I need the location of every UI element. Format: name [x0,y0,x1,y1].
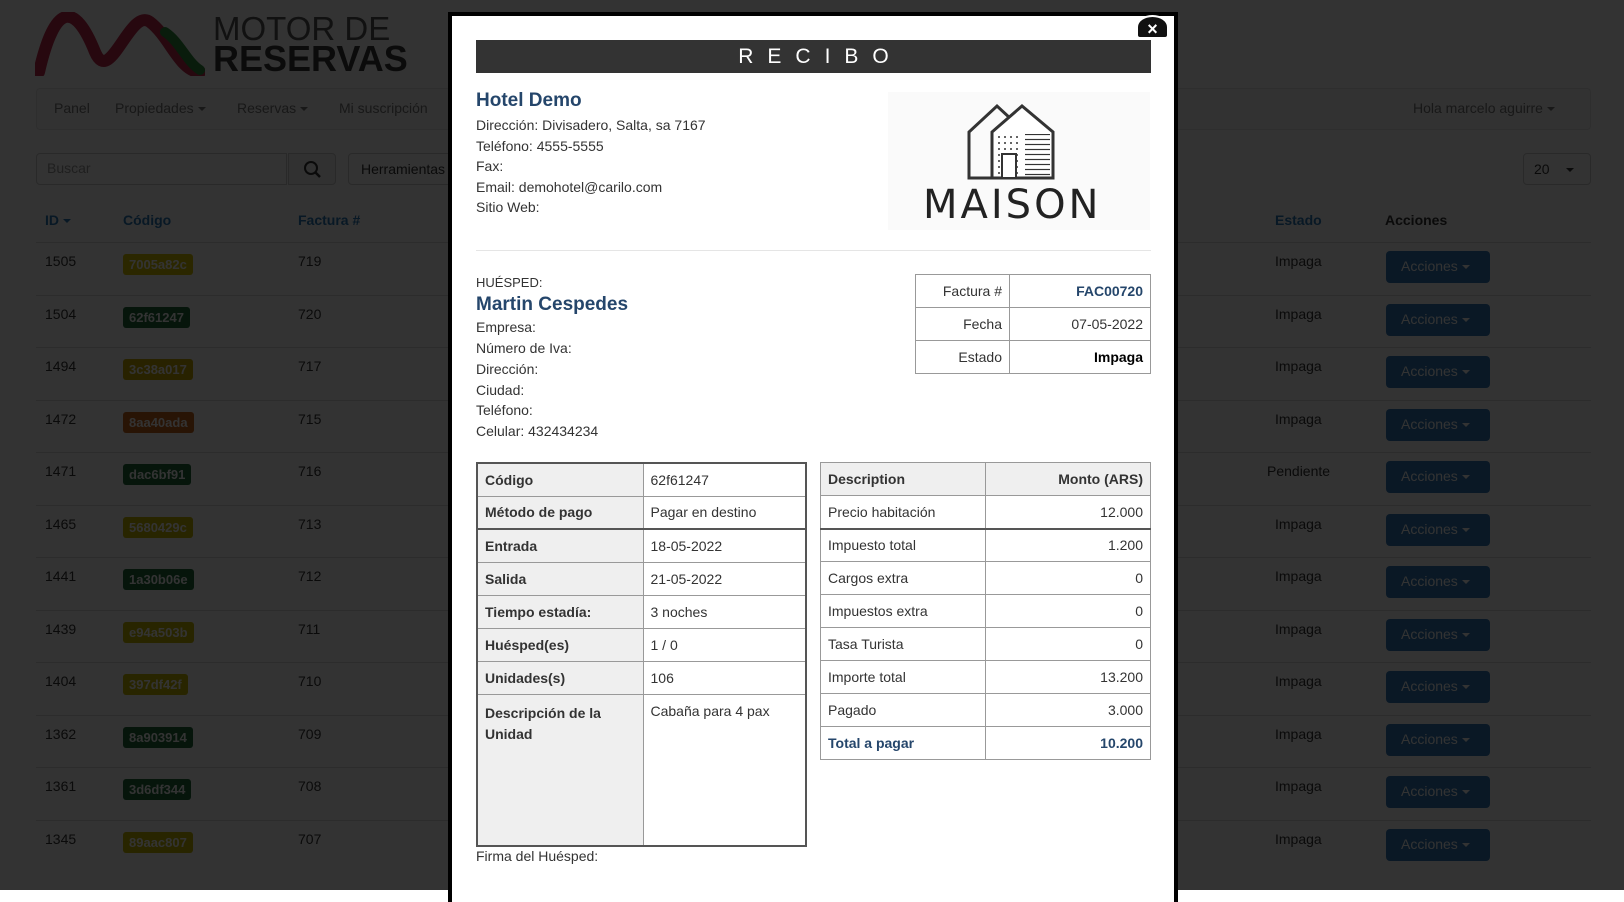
detail-value: 106 [643,661,806,694]
detail-value: 62f61247 [643,463,806,496]
amount-label: Cargos extra [821,562,986,595]
detail-value: Pagar en destino [643,496,806,529]
reservation-details-table [476,462,807,847]
hotel-name: Hotel Demo [476,90,582,111]
hotel-website: Sitio Web: [476,199,540,215]
amount-row [821,496,1151,529]
detail-label: Método de pago [477,496,643,529]
total-row [821,727,1151,760]
hotel-phone: Teléfono: 4555-5555 [476,138,604,154]
total-label: Total a pagar [821,727,986,760]
guest-signature-label: Firma del Huésped: [476,848,599,864]
detail-row [477,463,806,496]
detail-label: Huésped(es) [477,628,643,661]
header-divider [476,250,1151,251]
guest-vat: Número de Iva: [476,340,572,356]
hotel-fax: Fax: [476,158,504,174]
detail-value: 18-05-2022 [643,529,806,562]
guest-mobile: Celular: 432434234 [476,423,599,439]
detail-label: Salida [477,562,643,595]
guest-name: Martin Cespedes [476,294,629,315]
detail-row [477,661,806,694]
amount-value: 0 [986,628,1151,661]
guest-phone: Teléfono: [476,402,533,418]
invoice-row [916,275,1151,308]
amount-row [821,628,1151,661]
detail-value: 1 / 0 [643,628,806,661]
amount-label: Tasa Turista [821,628,986,661]
amount-row [821,529,1151,562]
invoice-row [916,308,1151,341]
guest-city: Ciudad: [476,382,525,398]
amounts-header-amount: Monto (ARS) [986,463,1151,496]
total-value: 10.200 [986,727,1151,760]
detail-value: Cabaña para 4 pax [643,694,806,846]
amount-value: 12.000 [986,496,1151,529]
detail-row [477,529,806,562]
amount-label: Importe total [821,661,986,694]
detail-value: 21-05-2022 [643,562,806,595]
hotel-email: Email: demohotel@carilo.com [476,179,663,195]
invoice-number-value: FAC00720 [1010,275,1151,308]
invoice-date-value: 07-05-2022 [1010,308,1151,341]
hotel-logo [888,92,1150,230]
detail-label: Tiempo estadía: [477,595,643,628]
amount-row [821,595,1151,628]
amounts-header-description: Description [821,463,986,496]
detail-label: Descripción de la Unidad [477,694,643,846]
guest-company: Empresa: [476,319,536,335]
amount-row [821,562,1151,595]
detail-row [477,595,806,628]
amount-row [821,661,1151,694]
amount-value: 1.200 [986,529,1151,562]
invoice-status-label: Estado [916,341,1010,374]
detail-label: Entrada [477,529,643,562]
amount-value: 3.000 [986,694,1151,727]
invoice-status-value: Impaga [1010,341,1151,374]
amounts-header-row [821,463,1151,496]
amount-value: 13.200 [986,661,1151,694]
invoice-number-label: Factura # [916,275,1010,308]
guest-label: HUÉSPED: [476,275,543,290]
invoice-info-table [915,274,1151,374]
amount-label: Precio habitación [821,496,986,529]
amount-row [821,694,1151,727]
close-button[interactable] [1136,15,1169,39]
hotel-logo-text: MAISON [923,182,1102,228]
amount-value: 0 [986,562,1151,595]
amount-label: Impuesto total [821,529,986,562]
receipt-title: RECIBO [476,40,1151,73]
detail-row [477,562,806,595]
guest-address: Dirección: [476,361,539,377]
amount-label: Pagado [821,694,986,727]
detail-label: Unidades(s) [477,661,643,694]
invoice-date-label: Fecha [916,308,1010,341]
detail-row [477,628,806,661]
detail-row [477,694,806,846]
close-icon: × [1147,19,1158,39]
detail-label: Código [477,463,643,496]
amount-label: Impuestos extra [821,595,986,628]
detail-value: 3 noches [643,595,806,628]
hotel-address: Dirección: Divisadero, Salta, sa 7167 [476,117,706,133]
detail-row [477,496,806,529]
amounts-table [820,462,1151,760]
amount-value: 0 [986,595,1151,628]
invoice-row [916,341,1151,374]
